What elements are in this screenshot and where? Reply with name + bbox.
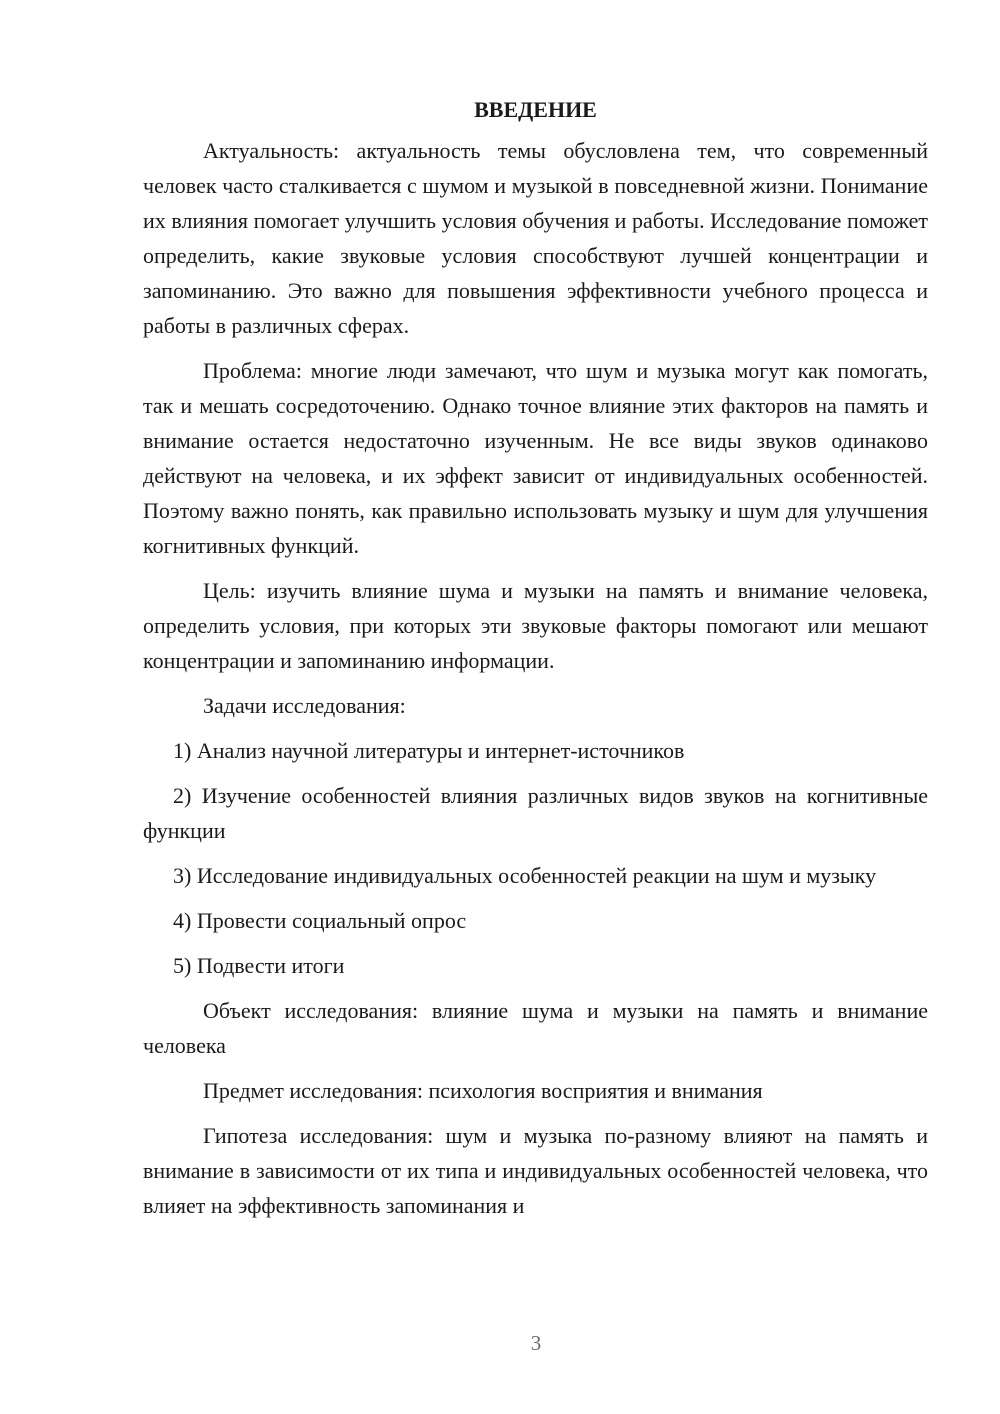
paragraph-goal: Цель: изучить влияние шума и музыки на память и внимание человека, определить условия, при которых эти звуковые факторы помогают или мешают концентрации и запоминанию информации.	[143, 578, 928, 673]
paragraph-relevance: Актуальность: актуальность темы обусловлена тем, что современный человек часто сталкивается с шумом и музыкой в повседневной жизни. Понимание их влияния помогает улучшить условия обучения и работы. Исследование поможет определить, какие звуковые условия способствуют лучшей концентрации и запоминанию. Это важно для повышения эффективности учебного процесса и работы в различных сферах.	[143, 138, 928, 338]
task-item-2: 2) Изучение особенностей влияния различных видов звуков на когнитивные функции	[143, 783, 928, 843]
section-title: ВВЕДЕНИЕ	[474, 97, 597, 122]
document-page	[143, 92, 928, 1223]
page-number: 3	[530, 1331, 542, 1355]
paragraph-problem: Проблема: многие люди замечают, что шум и музыка могут как помогать, так и мешать сосредоточению. Однако точное влияние этих факторов на память и внимание остается недостаточно изученным. Не все виды звуков одинаково действуют на человека, и их эффект зависит от индивидуальных особенностей. Поэтому важно понять, как правильно использовать музыку и шум для улучшения когнитивных функций.	[143, 358, 928, 558]
task-item-3: 3) Исследование индивидуальных особенностей реакции на шум и музыку	[173, 863, 877, 888]
task-item-5: 5) Подвести итоги	[173, 953, 345, 978]
task-item-4: 4) Провести социальный опрос	[173, 908, 467, 933]
task-item-1: 1) Анализ научной литературы и интернет-источников	[173, 738, 685, 763]
paragraph-subject: Предмет исследования: психология восприятия и внимания	[203, 1078, 763, 1103]
tasks-heading: Задачи исследования:	[203, 693, 406, 718]
paragraph-hypothesis: Гипотеза исследования: шум и музыка по-разному влияют на память и внимание в зависимости от их типа и индивидуальных особенностей человека, что влияет на эффективность запоминания и	[143, 1123, 928, 1218]
paragraph-object: Объект исследования: влияние шума и музыки на память и внимание человека	[143, 998, 928, 1058]
